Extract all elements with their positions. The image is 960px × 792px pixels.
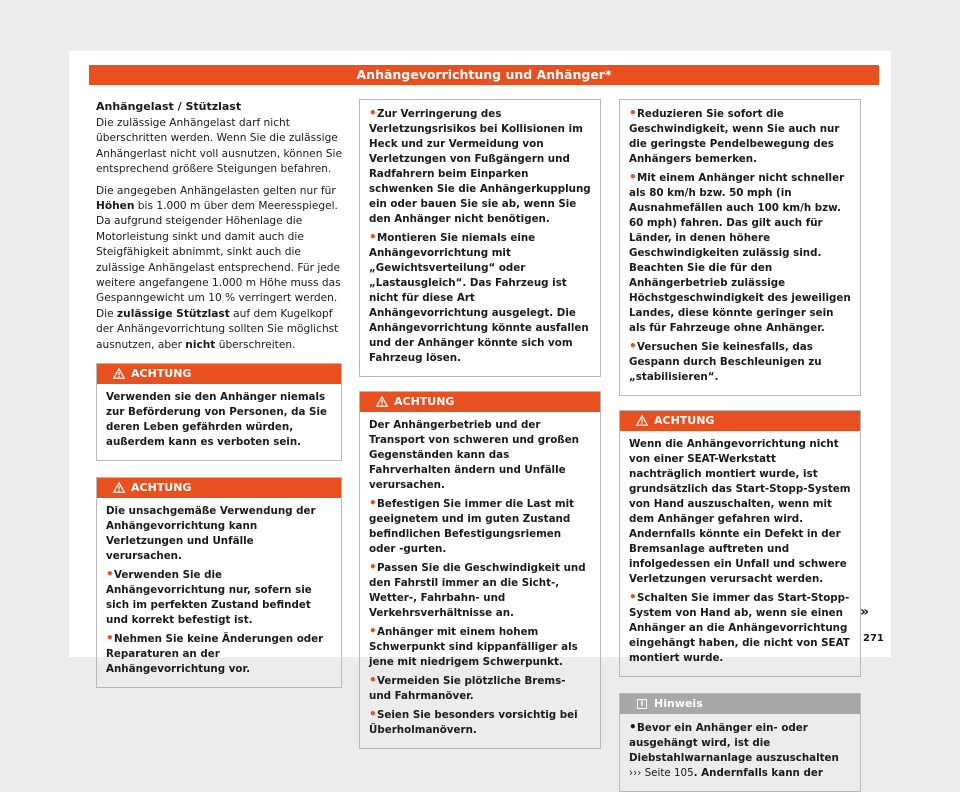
warning-body (97, 384, 341, 460)
bold-text: nicht (185, 338, 216, 351)
bullet-text: Anhänger mit einem hohem Schwerpunkt sind kippanfälliger als jene mit niedrigem Schwerpunkt. (369, 626, 578, 668)
bullet-icon: • (629, 106, 637, 120)
bullet-icon: • (369, 496, 377, 510)
warning-triangle-icon (113, 482, 125, 493)
warning-text: Verwenden sie den Anhänger niemals zur Beförderung von Personen, da Sie deren Leben gefährden würden, außerdem kann es verboten sein. (106, 391, 327, 449)
warning-bullet (629, 106, 851, 167)
bullet-icon: • (629, 339, 637, 353)
bold-text: zulässige Stützlast (117, 307, 230, 320)
warning-bullet (369, 230, 591, 366)
warning-triangle-icon (636, 415, 648, 426)
warning-title: ACHTUNG (654, 414, 715, 427)
bullet-text: Passen Sie die Geschwindigkeit und den Fahrstil immer an die Sicht-, Wetter-, Fahrbahn- und Verkehrsverhältnisse an. (369, 562, 586, 619)
note-bullet (629, 720, 851, 781)
info-icon: i (637, 699, 647, 709)
bullet-text: Verwenden Sie die Anhängevorrichtung nur, sofern sie sich im perfekten Zustand befindet und korrekt befestigt ist. (106, 569, 312, 627)
warning-box (359, 391, 601, 749)
bullet-text: Zur Verringerung des Verletzungsrisikos bei Kollisionen im Heck und zur Vermeidung von Verletzungen von Fußgängern und Radfahrern beim Einparken schwenken Sie die Anhängerkupplung ein oder bauen Sie sie ab, wenn Sie den Anhänger nicht benötigen. (369, 108, 591, 225)
warning-box (619, 410, 861, 677)
note-header (620, 694, 860, 714)
column-2 (359, 99, 601, 765)
note-text: . Andernfalls kann der (693, 767, 823, 779)
warning-bullet (629, 339, 851, 385)
warning-bullet (369, 707, 591, 738)
column-1 (96, 99, 342, 704)
bullet-text: Montieren Sie niemals eine Anhängevorrichtung mit „Gewichtsverteilung“ oder „Lastausgleich“. Das Fahrzeug ist nicht für diese Art Anhängevorrichtung ausgelegt. Die Anhängevorrichtung könnte ausfallen und der Anhänger könnte sich vom Fahrzeug lösen. (369, 232, 589, 364)
warning-header (360, 392, 600, 412)
manual-page (69, 51, 891, 779)
warning-box-continued (359, 99, 601, 377)
warning-title: ACHTUNG (131, 367, 192, 381)
bullet-text: Nehmen Sie keine Änderungen oder Reparaturen an der Anhängevorrichtung vor. (106, 633, 324, 676)
column-3 (619, 99, 861, 792)
continued-marker: » (860, 604, 870, 620)
warning-body (360, 412, 600, 748)
warning-bullet (106, 631, 332, 677)
warning-box (96, 363, 342, 461)
warning-bullet (629, 590, 851, 666)
warning-header (620, 411, 860, 431)
bullet-text: Mit einem Anhänger nicht schneller als 80 km/h bzw. 50 mph (in Ausnahmefällen auch 100 km/h bzw. 60 mph) fahren. Das gilt auch für Länder, in denen höhere Geschwindigkeiten zulässig sind. Beachten Sie die für den Anhängerbetrieb zulässige Höchstgeschwindigkeit des jeweiligen Landes, diese könnte geringer sein als für Fahrzeuge ohne Anhänger. (629, 172, 851, 334)
bullet-text: Seien Sie besonders vorsichtig bei Überholmanövern. (369, 709, 578, 736)
bullet-icon: • (629, 720, 637, 734)
bullet-icon: • (369, 673, 377, 687)
warning-body (97, 498, 341, 687)
warning-title: ACHTUNG (394, 395, 455, 408)
bullet-text: Versuchen Sie keinesfalls, das Gespann durch Beschleunigen zu „stabilisieren“. (629, 341, 822, 383)
paragraph (96, 184, 342, 353)
warning-title: ACHTUNG (131, 481, 192, 495)
text: auf dem Kugelkopf der Anhängevorrichtung sollten Sie möglichst ausnutzen, aber (96, 307, 339, 351)
bullet-text: Befestigen Sie immer die Last mit geeignetem und im guten Zustand befindlichen Befestigungsriemen oder -gurten. (369, 498, 575, 555)
warning-body (620, 100, 860, 395)
bullet-icon: • (629, 170, 637, 184)
bullet-icon: • (369, 707, 377, 721)
warning-bullet (629, 170, 851, 336)
bullet-icon: • (369, 560, 377, 574)
section-heading: Anhängelast / Stützlast (96, 100, 242, 113)
paragraph: Die zulässige Anhängelast darf nicht überschritten werden. Wenn Sie die zulässige Anhängerlast nicht voll ausnutzen, können Sie entsprechend größere Steigungen befahren. (96, 117, 342, 176)
bullet-icon: • (369, 230, 377, 244)
warning-bullet (369, 673, 591, 704)
warning-text: Die unsachgemäße Verwendung der Anhängevorrichtung kann Verletzungen und Unfälle verursachen. (106, 505, 316, 563)
warning-body (360, 100, 600, 376)
bold-text: Höhen (96, 200, 135, 213)
bullet-icon: • (106, 567, 114, 582)
bullet-icon: • (629, 590, 637, 604)
warning-bullet (369, 106, 591, 227)
page-reference-link[interactable]: ››› Seite 105 (629, 767, 694, 779)
page-number: 271 (863, 633, 884, 644)
note-text: Bevor ein Anhänger ein- oder ausgehängt wird, ist die Diebstahlwarnanlage auszuschalten (629, 722, 839, 764)
bullet-text: Schalten Sie immer das Start-Stopp-System von Hand ab, wenn sie einen Anhänger an die Anhängevorrichtung eingehängt haben, die nicht von SEAT montiert wurde. (629, 592, 850, 664)
warning-text: Wenn die Anhängevorrichtung nicht von einer SEAT-Werkstatt nachträglich montiert wurde, ist grundsätzlich das Start-Stopp-System von Hand auszuschalten, wenn mit dem Anhänger gefahren wird. Andernfalls könnte ein Defekt in der Bremsanlage auftreten und infolgedessen ein Unfall und schwere Verletzungen verursacht werden. (629, 438, 851, 585)
bullet-text: Vermeiden Sie plötzliche Brems- und Fahrmanöver. (369, 675, 566, 702)
bullet-icon: • (369, 106, 377, 120)
warning-triangle-icon (113, 368, 125, 379)
warning-box (96, 477, 342, 688)
warning-bullet (106, 567, 332, 628)
text: bis 1.000 m über dem Meeresspiegel. Da aufgrund steigender Höhenlage die Motorleistung sinkt und damit auch die Steigfähigkeit abnimmt, sinkt auch die zulässige Anhängelast entsprechend. Für jede weitere angefangene 1.000 m Höhe muss das Gespanngewicht um 10 % verringert werden. Die (96, 200, 341, 320)
warning-triangle-icon (376, 396, 388, 407)
note-box (619, 693, 861, 792)
warning-text: Der Anhängerbetrieb und der Transport von schweren und großen Gegenständen kann das Fahrverhalten ändern und Unfälle verursachen. (369, 419, 580, 491)
page-header: Anhängevorrichtung und Anhänger* (89, 65, 879, 85)
text: überschreiten. (215, 338, 296, 351)
bullet-text: Reduzieren Sie sofort die Geschwindigkeit, wenn Sie auch nur die geringste Pendelbewegung des Anhängers bemerken. (629, 108, 840, 165)
warning-bullet (369, 496, 591, 557)
warning-header (97, 478, 341, 498)
note-body (620, 714, 860, 791)
warning-body (620, 431, 860, 676)
bullet-icon: • (106, 631, 114, 646)
warning-header (97, 364, 341, 384)
text: Die angegeben Anhängelasten gelten nur für (96, 184, 336, 197)
warning-box-continued (619, 99, 861, 396)
warning-bullet (369, 560, 591, 621)
bullet-icon: • (369, 624, 377, 638)
note-title: Hinweis (654, 697, 703, 710)
warning-bullet (369, 624, 591, 670)
